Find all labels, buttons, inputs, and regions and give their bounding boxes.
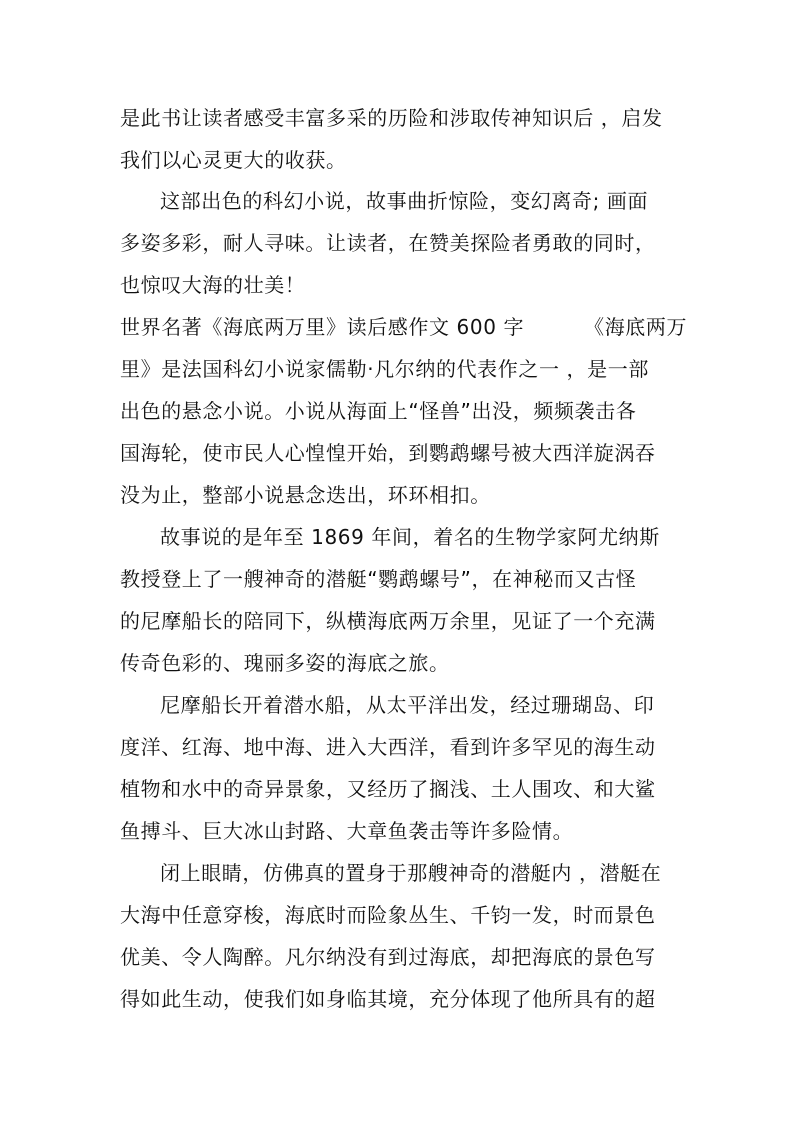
article-title: 世界名著《海底两万里》读后感作文 600 字 — [120, 315, 525, 339]
text-line-3: 这部出色的科幻小说，故事曲折惊险，变幻离奇; 画面 — [160, 189, 649, 213]
text-line-20: 闭上眼睛，仿佛真的置身于那艘神奇的潜艇内 ，潜艇在 — [160, 861, 662, 885]
text-line-17: 度洋、红海、地中海、进入大西洋，看到许多罕见的海生动 — [120, 735, 656, 759]
text-line-22: 优美、令人陶醉。凡尔纳没有到过海底，却把海底的景色写 — [120, 945, 656, 969]
text-line-11: 没为止，整部小说悬念迭出，环环相扣。 — [120, 483, 491, 507]
article-title-line — [120, 315, 687, 339]
text-line-2: 我们以心灵更大的收获。 — [120, 148, 347, 172]
text-line-10: 国海轮，使市民人心惶惶开始，到鹦鹉螺号被大西洋旋涡吞 — [120, 441, 656, 465]
text-line-13: 教授登上了一艘神奇的潜艇“鹦鹉螺号”，在神秘而又古怪 — [120, 567, 637, 591]
text-line-14: 的尼摩船长的陪同下，纵横海底两万余里，见证了一个充满 — [120, 609, 656, 633]
text-line-1: 是此书让读者感受丰富多采的历险和涉取传神知识后 ，启发 — [120, 106, 663, 130]
text-line-5: 也惊叹大海的壮美！ — [120, 273, 306, 297]
text-line-7: 《海底两万 — [584, 315, 688, 339]
text-line-9: 出色的悬念小说。小说从海面上“怪兽”出没，频频袭击各 — [120, 399, 637, 423]
text-line-15: 传奇色彩的、瑰丽多姿的海底之旅。 — [120, 651, 450, 675]
text-line-21: 大海中任意穿梭，海底时而险象丛生、千钧一发，时而景色 — [120, 903, 656, 927]
text-line-8: 里》是法国科幻小说家儒勒·凡尔纳的代表作之一 ，是一部 — [120, 357, 649, 381]
text-line-23: 得如此生动，使我们如身临其境，充分体现了他所具有的超 — [120, 987, 656, 1011]
text-line-12: 故事说的是年至 1869 年间，着名的生物学家阿尤纳斯 — [160, 525, 660, 549]
text-line-4: 多姿多彩，耐人寻味。让读者，在赞美探险者勇敢的同时， — [120, 231, 656, 255]
text-line-19: 鱼搏斗、巨大冰山封路、大章鱼袭击等许多险情。 — [120, 819, 574, 843]
text-line-18: 植物和水中的奇异景象，又经历了搁浅、土人围攻、和大鲨 — [120, 777, 656, 801]
text-line-16: 尼摩船长开着潜水船，从太平洋出发，经过珊瑚岛、印 — [160, 693, 655, 717]
